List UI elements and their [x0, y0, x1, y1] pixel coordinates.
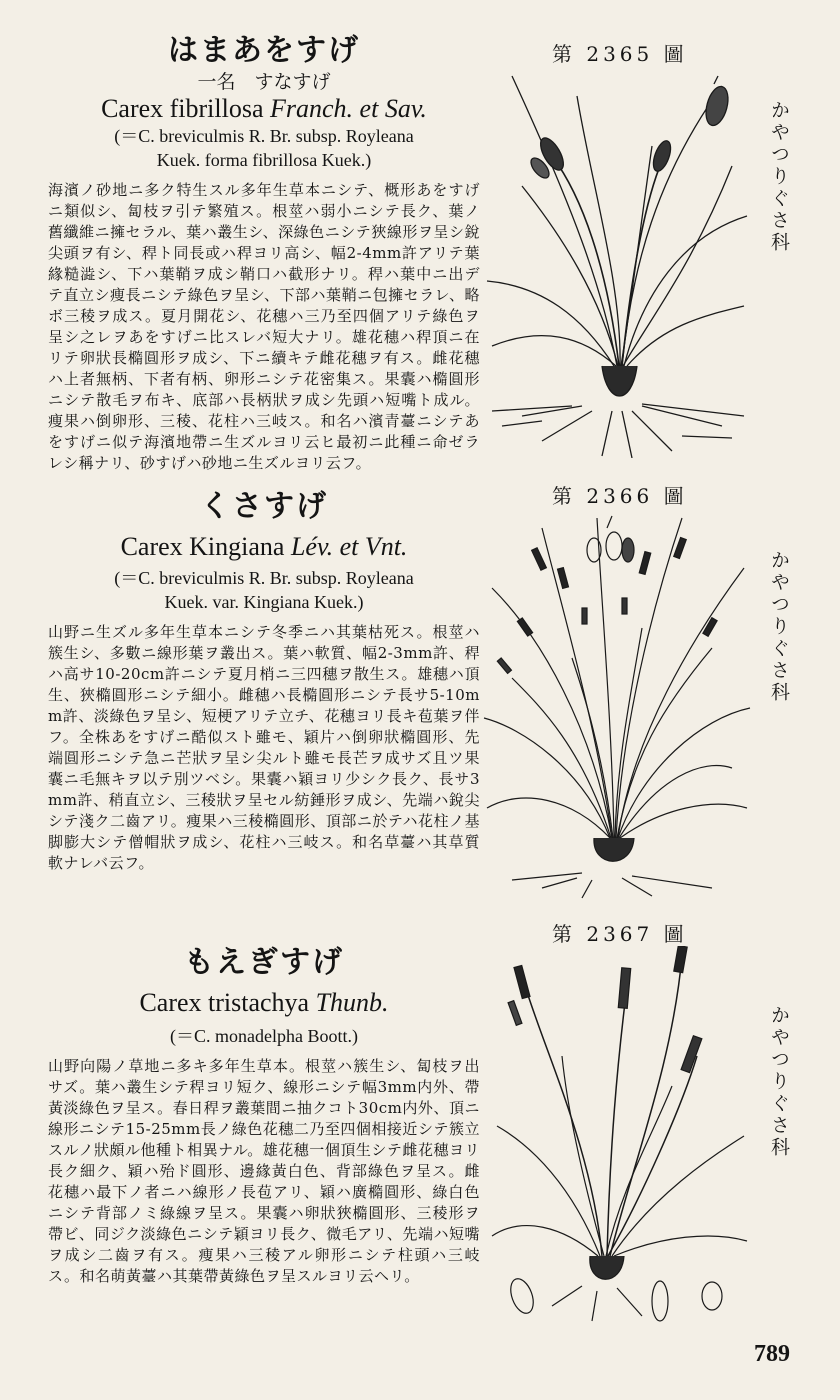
japanese-title: くさすげ [200, 489, 328, 524]
entry-2366-text [48, 488, 480, 874]
latin-name [48, 94, 480, 124]
entry-2365-text [48, 32, 480, 474]
latin-genus-species: Carex tristachya [139, 988, 310, 1017]
synonym-line: Kuek. var. Kingiana Kuek.) [164, 592, 364, 612]
plant-illustration-2367 [482, 946, 752, 1338]
figure-number: 第 2367 圖 [552, 922, 688, 946]
figure-number: 第 2366 圖 [552, 484, 688, 508]
latin-name [48, 532, 480, 562]
japanese-title: はまあをすげ [168, 33, 360, 68]
description: 山野向陽ノ草地ニ多キ多年生草本。根莖ハ簇生シ、匐枝ヲ出サズ。葉ハ叢生シテ稈ヨリ短ク、線形ニシテ幅3mm内外、帶黃淡綠色ヲ呈ス。春日稈ヲ叢葉間ニ抽クコト30cm内外、頂ニ線形ニシテ15-25mm長ノ綠色花穗二乃至四個相接近シテ簇立スルノ狀頗ル他種ト相異ナル。雄花穗一個頂生シテ雌花穗ヨリ長ク細ク、穎ハ殆ド圓形、邊緣黃白色、背部綠色ヲ呈ス。雌花穗ハ最下ノ者ニハ線形ノ長苞アリ、穎ハ廣橢圓形、綠白色ニシテ背部ノミ綠線ヲ呈ス。果囊ハ卵狀狹橢圓形、三稜形ヲ帶ビ、同ジク淡綠色ニシテ穎ヨリ長ク、微毛アリ、先端ハ短嘴ヲ成シ二齒ヲ有ス。痩果ハ三稜アル卵形ニシテ柱頭ハ三岐ス。和名萌黃薹ハ其葉帶黃綠色ヲ呈スルヨリ云ヘリ。 [48, 1057, 480, 1285]
plant-illustration-2365 [482, 66, 752, 458]
latin-author: Franch. et Sav. [270, 94, 427, 123]
synonym-line: (＝C. monadelpha Boott.) [170, 1026, 358, 1046]
description: 山野ニ生ズル多年生草本ニシテ冬季ニハ其葉枯死ス。根莖ハ簇生シ、多數ニ線形葉ヲ叢出ス。葉ハ軟質、幅2-3mm許、稈ハ高サ10-20cm許ニシテ夏月梢ニ三四穗ヲ散生ス。雄穗ハ頂生、狹橢圓形ニシテ細小。雌穗ハ長橢圓形ニシテ長サ5-10mm許、淡綠色ヲ呈シ、短梗アリテ立チ、花穗ヨリ長キ苞葉ヲ伴フ。全株あをすげニ酷似スト雖モ、穎片ハ倒卵狀橢圓形、先端圓形ニシテ急ニ芒狀ヲ呈シ尖ルト雖モ長芒ヲ成サズ且ツ果囊ニ毛無キヲ以テ別ツベシ。果囊ハ穎ヨリ少シク長ク、長サ3mm許、稍直立シ、三稜狀ヲ呈セル紡錘形ヲ成シ、先端ハ銳尖シテ淺ク二齒アリ。痩果ハ三稜橢圓形、頂部ニ於テハ花柱ノ基脚膨大シテ僧帽狀ヲ成シ、花柱ハ三岐ス。和名草薹ハ其草質軟ナレバ云フ。 [48, 623, 480, 872]
latin-author: Lév. et Vnt. [290, 532, 408, 561]
alternate-name: 一名 すなすげ [197, 71, 331, 93]
latin-genus-species: Carex Kingiana [120, 532, 285, 561]
entry-2367-text [48, 944, 480, 1287]
family-label: かやつりぐさ科 [768, 100, 790, 254]
page-number: 789 [754, 1341, 790, 1367]
figure-number: 第 2365 圖 [552, 42, 688, 66]
description: 海濱ノ砂地ニ多ク特生スル多年生草本ニシテ、概形あをすげニ類似シ、匐枝ヲ引テ繁殖ス。根莖ハ弱小ニシテ長ク、葉ノ舊纖維ニ擁セラル、葉ハ叢生シ、深綠色ニシテ狹線形ヲ呈シ銳尖頭ヲ有シ、稈ト同長或ハ稈ヨリ高シ、幅2-4mm許アリテ葉緣糙澁シ、下ハ葉鞘ヲ成シ鞘口ハ截形ナリ。稈ハ葉中ニ出デテ直立シ痩長ニシテ綠色ヲ呈シ、下部ハ葉鞘ニ包擁セラレ、略ボ三稜ヲ成ス。夏月開花シ、花穗ハ三乃至四個アリテ綠色ヲ呈シ之レヲあをすげニ比スレバ短大ナリ。雄花穗ハ稈頂ニ在リテ卵狀長橢圓形ヲ成シ、下ニ續キテ雌花穗ヲ有ス。雌花穗ハ上者無柄、下者有柄、卵形ニシテ花密集ス。果囊ハ橢圓形ニシテ散毛ヲ布キ、底部ハ長柄狀ヲ成シ先頭ハ短嘴ト成ル。痩果ハ倒卵形、三稜、花柱ハ三岐ス。和名ハ濱青薹ニシテあをすげニ似テ海濱地帶ニ生ズルヨリ云ヒ最初ニ此種ニ命ゼラレシ稱ナリ、砂すげハ砂地ニ生ズルヨリ云フ。 [48, 181, 480, 472]
japanese-title: もえぎすげ [184, 945, 344, 980]
family-label: かやつりぐさ科 [768, 550, 790, 704]
family-label: かやつりぐさ科 [768, 1005, 790, 1159]
latin-name [48, 988, 480, 1018]
synonym-line: (＝C. breviculmis R. Br. subsp. Royleana [114, 126, 414, 146]
synonym-line: (＝C. breviculmis R. Br. subsp. Royleana [114, 568, 414, 588]
plant-illustration-2366 [482, 508, 752, 900]
synonym-line: Kuek. forma fibrillosa Kuek.) [156, 150, 372, 170]
latin-author: Thunb. [315, 988, 389, 1017]
latin-genus-species: Carex fibrillosa [101, 94, 264, 123]
